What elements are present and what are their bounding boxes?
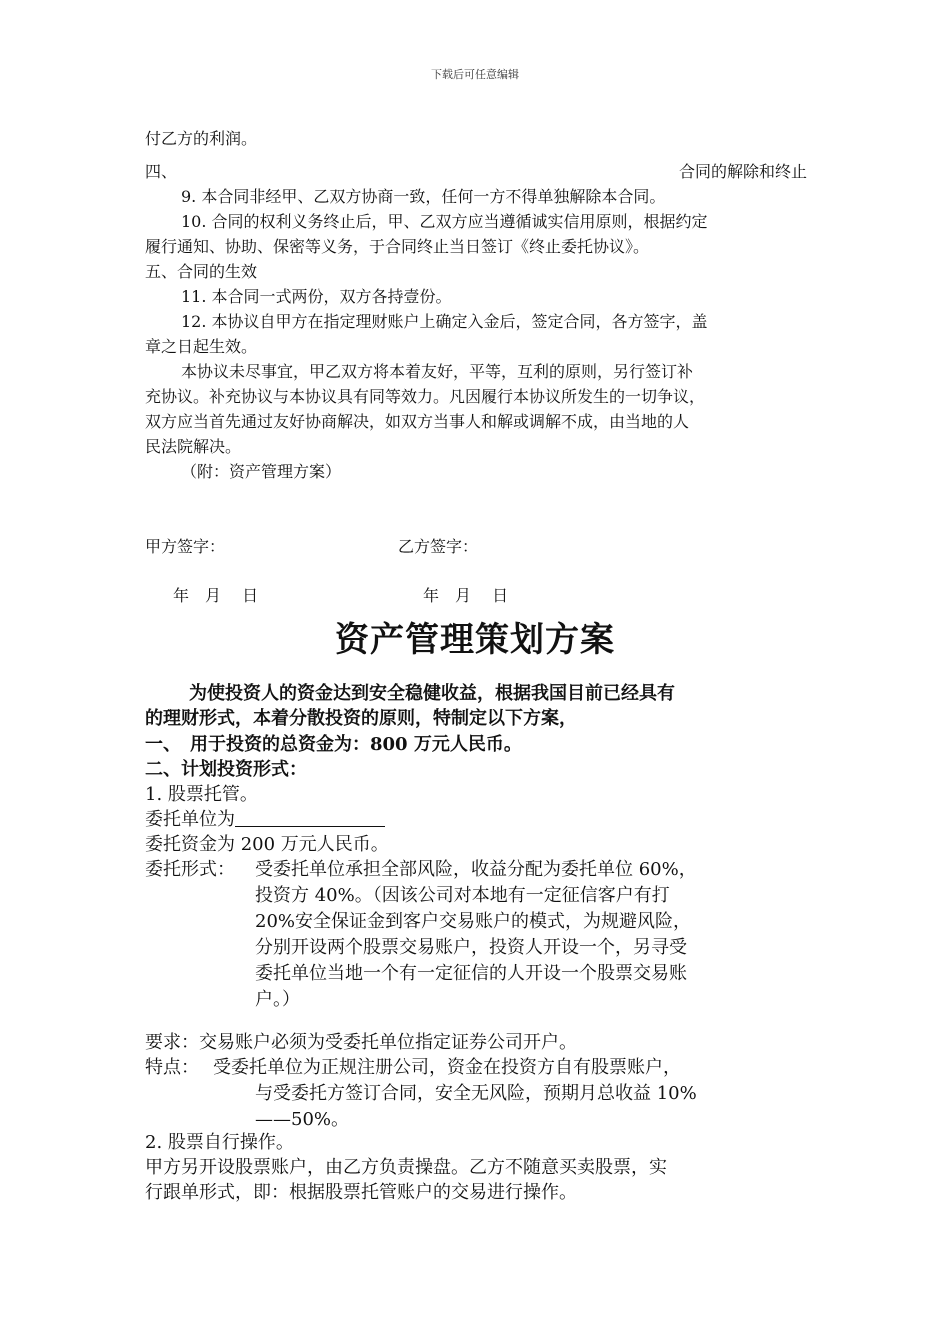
feature-body: [213, 1055, 813, 1133]
plan-intro-line-1: 为使投资人的资金达到安全稳健收益，根据我国目前已经具有: [189, 683, 675, 704]
feature-label: 特点：: [145, 1057, 199, 1078]
misc-line-3: 双方应当首先通过友好协商解决，如双方当事人和解或调解不成，由当地的人: [145, 412, 690, 431]
page-header: 下载后可任意编辑: [431, 68, 519, 81]
plan-item-2: 2. 股票自行操作。: [145, 1132, 294, 1153]
entrust-form-line-1: 受委托单位承担全部风险，收益分配为委托单位 60%，: [255, 859, 697, 880]
party-a-date: 年 月 日: [173, 586, 259, 605]
plan-item-1: 1. 股票托管。: [145, 784, 258, 805]
entrust-form-body: [255, 857, 815, 1013]
plan-intro-line-2: 的理财形式，本着分散投资的原则，特制定以下方案，: [145, 708, 577, 729]
paragraph-profit: 付乙方的利润。: [145, 129, 258, 148]
entrusted-unit-line: [145, 807, 807, 832]
entrusted-fund: 委托资金为 200 万元人民币。: [145, 834, 389, 855]
section-4-title: 合同的解除和终止: [678, 162, 807, 181]
entrust-form-line-4: 分别开设两个股票交易账户，投资人开设一个，另寻受: [255, 937, 687, 958]
section-4-heading: [145, 159, 807, 184]
feature-line-2: 与受委托方签订合同，安全无风险，预期月总收益 10%: [255, 1083, 697, 1104]
clause-12-line-2: 章之日起生效。: [145, 337, 258, 356]
signature-row: [145, 534, 807, 559]
entrusted-unit-label: 委托单位为: [145, 809, 235, 830]
party-a-signature-label: 甲方签字：: [145, 537, 226, 556]
entrust-form-line-3: 20%安全保证金到客户交易账户的模式，为规避风险，: [255, 911, 692, 932]
plan-section-2: 二、计划投资形式：: [145, 759, 307, 780]
entrust-form-line-5: 委托单位当地一个有一定征信的人开设一个股票交易账: [255, 963, 687, 984]
party-b-date: 年 月 日: [423, 586, 509, 605]
clause-12-line-1: 12. 本协议自甲方在指定理财账户上确定入金后，签定合同，各方签字，盖: [181, 312, 708, 331]
self-operation-line-1: 甲方另开设股票账户，由乙方负责操盘。乙方不随意买卖股票，实: [145, 1157, 667, 1178]
misc-line-1: 本协议未尽事宜，甲乙双方将本着友好，平等，互利的原则，另行签订补: [181, 362, 694, 381]
plan-section-1: 一、 用于投资的总资金为：800 万元人民币。: [145, 734, 522, 755]
clause-11: 11. 本合同一式两份，双方各持壹份。: [181, 287, 452, 306]
clause-9: 9. 本合同非经甲、乙双方协商一致，任何一方不得单独解除本合同。: [181, 187, 666, 206]
self-operation-line-2: 行跟单形式，即：根据股票托管账户的交易进行操作。: [145, 1182, 577, 1203]
party-b-signature-label: 乙方签字：: [398, 537, 479, 556]
requirement: 要求：交易账户必须为受委托单位指定证券公司开户。: [145, 1032, 577, 1053]
entrusted-unit-blank: [235, 808, 385, 827]
section-5-heading: 五、合同的生效: [145, 262, 258, 281]
plan-title: 资产管理策划方案: [335, 620, 615, 660]
feature-line-1: 受委托单位为正规注册公司，资金在投资方自有股票账户，: [213, 1057, 681, 1078]
feature-line-3: ——50%。: [255, 1109, 350, 1130]
clause-10-line-2: 履行通知、协助、保密等义务，于合同终止当日签订《终止委托协议》。: [145, 237, 650, 256]
misc-line-4: 民法院解决。: [145, 437, 242, 456]
entrust-form-line-6: 户。）: [255, 989, 300, 1010]
entrust-form-line-2: 投资方 40%。（因该公司对本地有一定征信客户有打: [255, 885, 670, 906]
attachment-note: （附：资产管理方案）: [181, 462, 342, 481]
misc-line-2: 充协议。补充协议与本协议具有同等效力。凡因履行本协议所发生的一切争议，: [145, 387, 706, 406]
section-4-number: 四、: [145, 162, 178, 181]
entrust-form-label: 委托形式：: [145, 859, 235, 880]
clause-10-line-1: 10. 合同的权利义务终止后，甲、乙双方应当遵循诚实信用原则，根据约定: [181, 212, 708, 231]
